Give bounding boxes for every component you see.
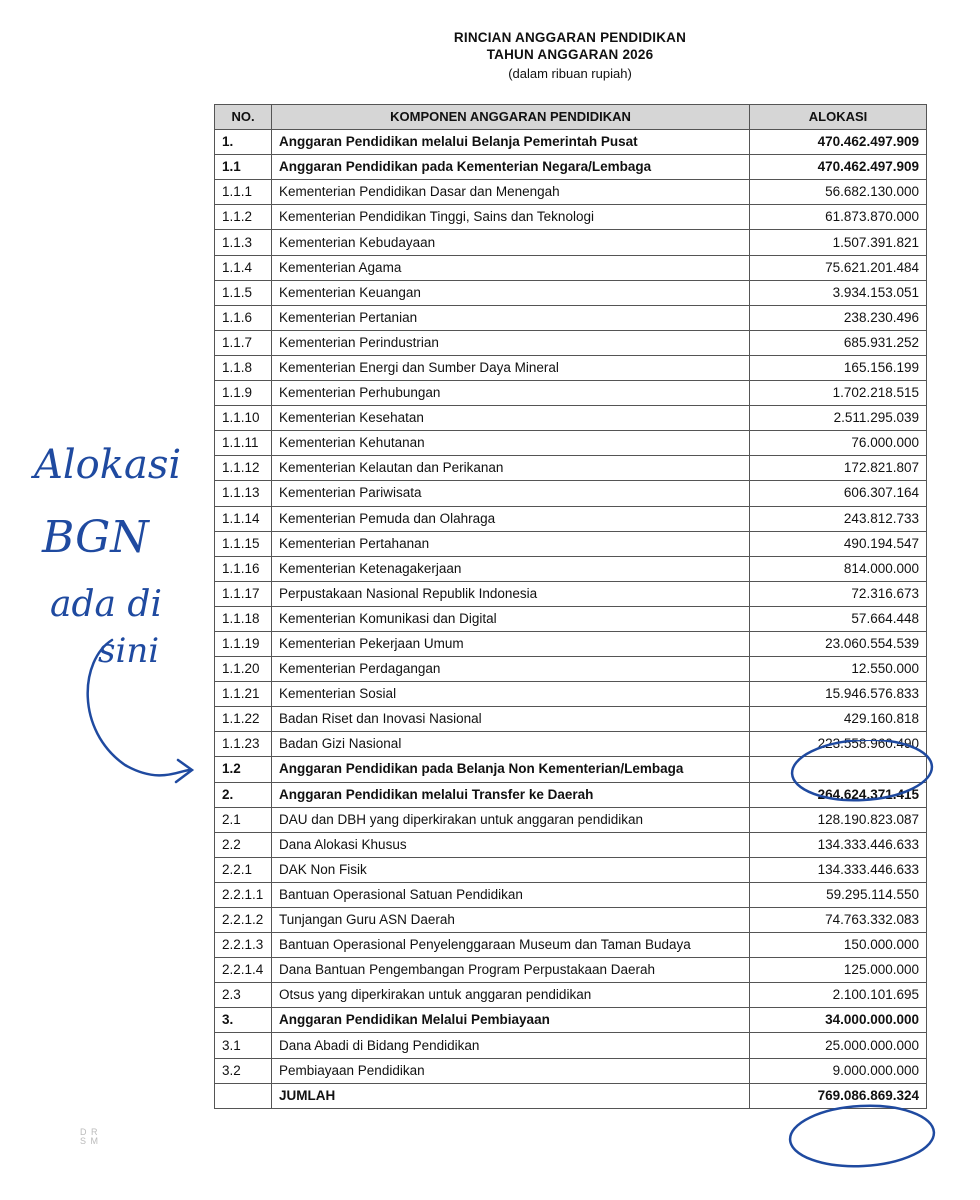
cell-allocation: 470.462.497.909 xyxy=(750,130,927,155)
table-row xyxy=(215,1033,927,1058)
table-row xyxy=(215,757,927,782)
cell-allocation: 128.190.823.087 xyxy=(750,807,927,832)
table-row xyxy=(215,355,927,380)
cell-allocation: 243.812.733 xyxy=(750,506,927,531)
doc-title: RINCIAN ANGGARAN PENDIDIKAN xyxy=(453,30,687,45)
cell-component: Kementerian Ketenagakerjaan xyxy=(272,556,750,581)
cell-component: Kementerian Kebudayaan xyxy=(272,230,750,255)
cell-no: 1.1.5 xyxy=(215,280,272,305)
cell-component: Kementerian Pemuda dan Olahraga xyxy=(272,506,750,531)
cell-allocation: 769.086.869.324 xyxy=(750,1083,927,1108)
table-row xyxy=(215,707,927,732)
cell-component: Anggaran Pendidikan melalui Transfer ke Daerah xyxy=(272,782,750,807)
cell-component: Anggaran Pendidikan pada Kementerian Negara/Lembaga xyxy=(272,155,750,180)
cell-allocation: 3.934.153.051 xyxy=(750,280,927,305)
cell-allocation: 172.821.807 xyxy=(750,456,927,481)
col-header-allocation: ALOKASI xyxy=(750,105,927,130)
cell-allocation: 814.000.000 xyxy=(750,556,927,581)
cell-no: 1.1.16 xyxy=(215,556,272,581)
table-row xyxy=(215,782,927,807)
cell-component: Dana Abadi di Bidang Pendidikan xyxy=(272,1033,750,1058)
cell-component: Kementerian Perdagangan xyxy=(272,657,750,682)
cell-component: DAK Non Fisik xyxy=(272,857,750,882)
watermark-top: D R xyxy=(80,1127,99,1137)
cell-no: 3.2 xyxy=(215,1058,272,1083)
cell-allocation: 470.462.497.909 xyxy=(750,155,927,180)
cell-no: 1.1.4 xyxy=(215,255,272,280)
cell-no: 1.1.20 xyxy=(215,657,272,682)
table-row xyxy=(215,255,927,280)
cell-component: Otsus yang diperkirakan untuk anggaran pendidikan xyxy=(272,983,750,1008)
cell-component: Kementerian Kesehatan xyxy=(272,406,750,431)
cell-allocation: 606.307.164 xyxy=(750,481,927,506)
cell-no: 2.2.1.2 xyxy=(215,908,272,933)
cell-allocation: 59.295.114.550 xyxy=(750,882,927,907)
table-row xyxy=(215,732,927,757)
cell-no: 2. xyxy=(215,782,272,807)
table-row xyxy=(215,958,927,983)
cell-no: 1.1.8 xyxy=(215,355,272,380)
cell-component: Kementerian Keuangan xyxy=(272,280,750,305)
cell-no: 2.2.1.4 xyxy=(215,958,272,983)
cell-no: 1.1.15 xyxy=(215,531,272,556)
cell-allocation: 1.702.218.515 xyxy=(750,381,927,406)
cell-component: Anggaran Pendidikan melalui Belanja Pemerintah Pusat xyxy=(272,130,750,155)
col-header-no: NO. xyxy=(215,105,272,130)
cell-no xyxy=(215,1083,272,1108)
table-body xyxy=(215,130,927,1109)
watermark-logo xyxy=(80,1128,99,1146)
cell-component: Tunjangan Guru ASN Daerah xyxy=(272,908,750,933)
cell-component: Dana Bantuan Pengembangan Program Perpustakaan Daerah xyxy=(272,958,750,983)
table-row xyxy=(215,908,927,933)
table-row xyxy=(215,581,927,606)
note-line-4: sini xyxy=(98,631,160,671)
cell-allocation: 429.160.818 xyxy=(750,707,927,732)
cell-no: 3. xyxy=(215,1008,272,1033)
table-row xyxy=(215,406,927,431)
table-header-row xyxy=(215,105,927,130)
cell-no: 1.1.22 xyxy=(215,707,272,732)
cell-allocation: 61.873.870.000 xyxy=(750,205,927,230)
table-row xyxy=(215,230,927,255)
cell-no: 1.1.13 xyxy=(215,481,272,506)
cell-allocation: 264.624.371.415 xyxy=(750,782,927,807)
cell-component: Badan Gizi Nasional xyxy=(272,732,750,757)
cell-component: Kementerian Pendidikan Tinggi, Sains dan Teknologi xyxy=(272,205,750,230)
cell-component: Kementerian Perhubungan xyxy=(272,381,750,406)
table-row xyxy=(215,857,927,882)
cell-no: 3.1 xyxy=(215,1033,272,1058)
cell-component: Anggaran Pendidikan pada Belanja Non Kementerian/Lembaga xyxy=(272,757,750,782)
cell-component: Anggaran Pendidikan Melalui Pembiayaan xyxy=(272,1008,750,1033)
cell-component: JUMLAH xyxy=(272,1083,750,1108)
cell-no: 1.2 xyxy=(215,757,272,782)
cell-allocation: 72.316.673 xyxy=(750,581,927,606)
cell-component: Dana Alokasi Khusus xyxy=(272,832,750,857)
cell-component: Kementerian Energi dan Sumber Daya Mineral xyxy=(272,355,750,380)
doc-unit-note: (dalam ribuan rupiah) xyxy=(508,66,632,81)
cell-allocation: 150.000.000 xyxy=(750,933,927,958)
cell-allocation: 134.333.446.633 xyxy=(750,832,927,857)
table-row xyxy=(215,1008,927,1033)
table-row xyxy=(215,933,927,958)
cell-no: 1.1.18 xyxy=(215,606,272,631)
table-row xyxy=(215,631,927,656)
cell-allocation: 223.558.960.490 xyxy=(750,732,927,757)
note-line-3: ada di xyxy=(50,584,162,625)
cell-no: 1.1.6 xyxy=(215,305,272,330)
table-row xyxy=(215,180,927,205)
table-row xyxy=(215,280,927,305)
table-row xyxy=(215,1058,927,1083)
cell-no: 1.1.14 xyxy=(215,506,272,531)
cell-allocation: 490.194.547 xyxy=(750,531,927,556)
cell-no: 1.1.11 xyxy=(215,431,272,456)
table-row xyxy=(215,456,927,481)
cell-allocation: 685.931.252 xyxy=(750,330,927,355)
cell-no: 2.2.1.1 xyxy=(215,882,272,907)
cell-component: Kementerian Pertanian xyxy=(272,305,750,330)
cell-allocation: 238.230.496 xyxy=(750,305,927,330)
cell-no: 2.1 xyxy=(215,807,272,832)
cell-no: 1.1.12 xyxy=(215,456,272,481)
cell-no: 1.1.1 xyxy=(215,180,272,205)
cell-component: Kementerian Komunikasi dan Digital xyxy=(272,606,750,631)
note-line-1: Alokasi xyxy=(34,442,182,488)
table-row xyxy=(215,556,927,581)
cell-allocation: 34.000.000.000 xyxy=(750,1008,927,1033)
handwritten-note-svg xyxy=(20,430,195,800)
cell-component: Kementerian Pertahanan xyxy=(272,531,750,556)
cell-component: Bantuan Operasional Satuan Pendidikan xyxy=(272,882,750,907)
table-row xyxy=(215,305,927,330)
handwritten-note xyxy=(20,430,195,800)
cell-component: Kementerian Perindustrian xyxy=(272,330,750,355)
cell-no: 1.1.21 xyxy=(215,682,272,707)
note-line-2: BGN xyxy=(42,512,149,563)
cell-component: Kementerian Sosial xyxy=(272,682,750,707)
cell-allocation: 12.550.000 xyxy=(750,657,927,682)
table-row xyxy=(215,381,927,406)
cell-no: 2.2.1 xyxy=(215,857,272,882)
cell-component: Bantuan Operasional Penyelenggaraan Museum dan Taman Budaya xyxy=(272,933,750,958)
doc-subtitle: TAHUN ANGGARAN 2026 xyxy=(486,47,654,62)
table-row xyxy=(215,682,927,707)
cell-component: Perpustakaan Nasional Republik Indonesia xyxy=(272,581,750,606)
cell-allocation: 74.763.332.083 xyxy=(750,908,927,933)
cell-allocation: 125.000.000 xyxy=(750,958,927,983)
cell-no: 2.2 xyxy=(215,832,272,857)
table-row xyxy=(215,205,927,230)
cell-allocation: 9.000.000.000 xyxy=(750,1058,927,1083)
cell-no: 1.1.7 xyxy=(215,330,272,355)
cell-allocation xyxy=(750,757,927,782)
cell-no: 1.1.19 xyxy=(215,631,272,656)
cell-no: 1.1.9 xyxy=(215,381,272,406)
cell-allocation: 15.946.576.833 xyxy=(750,682,927,707)
cell-component: Kementerian Pendidikan Dasar dan Menengah xyxy=(272,180,750,205)
table-row xyxy=(215,983,927,1008)
cell-allocation: 2.100.101.695 xyxy=(750,983,927,1008)
table-row xyxy=(215,1083,927,1108)
cell-component: Kementerian Pekerjaan Umum xyxy=(272,631,750,656)
table-row xyxy=(215,657,927,682)
table-row xyxy=(215,531,927,556)
cell-allocation: 1.507.391.821 xyxy=(750,230,927,255)
table-row xyxy=(215,606,927,631)
cell-allocation: 134.333.446.633 xyxy=(750,857,927,882)
cell-no: 2.2.1.3 xyxy=(215,933,272,958)
table-row xyxy=(215,832,927,857)
cell-component: Kementerian Agama xyxy=(272,255,750,280)
cell-no: 1.1 xyxy=(215,155,272,180)
cell-allocation: 23.060.554.539 xyxy=(750,631,927,656)
cell-no: 1.1.2 xyxy=(215,205,272,230)
cell-allocation: 165.156.199 xyxy=(750,355,927,380)
table-row xyxy=(215,506,927,531)
table-row xyxy=(215,130,927,155)
cell-component: Kementerian Kelautan dan Perikanan xyxy=(272,456,750,481)
table-row xyxy=(215,330,927,355)
watermark-bottom: S M xyxy=(80,1136,100,1146)
cell-allocation: 56.682.130.000 xyxy=(750,180,927,205)
cell-allocation: 75.621.201.484 xyxy=(750,255,927,280)
cell-component: Pembiayaan Pendidikan xyxy=(272,1058,750,1083)
cell-no: 1.1.10 xyxy=(215,406,272,431)
cell-no: 1.1.23 xyxy=(215,732,272,757)
cell-component: Badan Riset dan Inovasi Nasional xyxy=(272,707,750,732)
cell-allocation: 2.511.295.039 xyxy=(750,406,927,431)
cell-no: 2.3 xyxy=(215,983,272,1008)
table-row xyxy=(215,807,927,832)
table-row xyxy=(215,481,927,506)
cell-component: Kementerian Kehutanan xyxy=(272,431,750,456)
table-row xyxy=(215,882,927,907)
cell-no: 1.1.3 xyxy=(215,230,272,255)
cell-allocation: 57.664.448 xyxy=(750,606,927,631)
col-header-component: KOMPONEN ANGGARAN PENDIDIKAN xyxy=(272,105,750,130)
cell-component: Kementerian Pariwisata xyxy=(272,481,750,506)
cell-no: 1. xyxy=(215,130,272,155)
cell-component: DAU dan DBH yang diperkirakan untuk anggaran pendidikan xyxy=(272,807,750,832)
table-row xyxy=(215,431,927,456)
cell-no: 1.1.17 xyxy=(215,581,272,606)
cell-allocation: 76.000.000 xyxy=(750,431,927,456)
cell-allocation: 25.000.000.000 xyxy=(750,1033,927,1058)
table-row xyxy=(215,155,927,180)
circle-total-icon xyxy=(789,1102,936,1169)
budget-table xyxy=(214,104,927,1109)
